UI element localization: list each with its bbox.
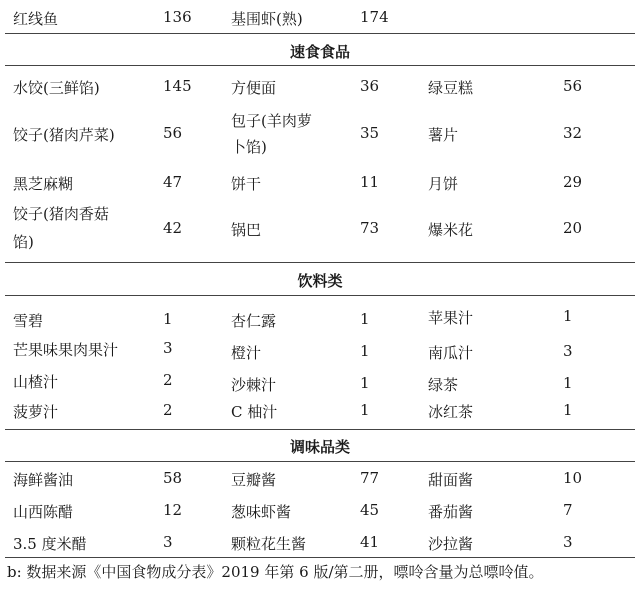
purine-value: 3	[563, 342, 573, 360]
purine-value: 1	[163, 310, 173, 328]
divider	[5, 295, 635, 296]
food-name: 红线鱼	[13, 10, 59, 28]
food-name: 苹果汁	[428, 309, 474, 327]
purine-value: 35	[360, 124, 380, 142]
purine-value: 2	[163, 371, 173, 389]
food-name: 水饺(三鲜馅)	[13, 79, 100, 97]
purine-value: 56	[163, 124, 183, 142]
food-name: 饺子(猪肉芹菜)	[13, 126, 115, 144]
divider	[5, 557, 635, 558]
purine-value: 145	[163, 77, 192, 95]
purine-value: 29	[563, 173, 583, 191]
food-name: 黑芝麻糊	[13, 175, 74, 193]
food-name: 山楂汁	[13, 373, 59, 391]
purine-value: 12	[163, 501, 183, 519]
food-name: 雪碧	[13, 312, 44, 330]
divider	[5, 429, 635, 430]
purine-value: 47	[163, 173, 183, 191]
purine-value: 3	[563, 533, 573, 551]
divider	[5, 262, 635, 263]
food-name: 橙汁	[231, 344, 262, 362]
divider	[5, 461, 635, 462]
food-name: 南瓜汁	[428, 344, 474, 362]
purine-value: 7	[563, 501, 573, 519]
food-name: C 柚汁	[231, 403, 278, 421]
purine-value: 2	[163, 401, 173, 419]
purine-value: 136	[163, 8, 192, 26]
food-name: 沙拉酱	[428, 535, 474, 553]
food-name-line-1: 包子(羊肉萝	[231, 112, 312, 130]
purine-value: 56	[563, 77, 583, 95]
food-name: 颗粒花生酱	[231, 535, 307, 553]
food-name: 菠萝汁	[13, 403, 59, 421]
food-name: 方便面	[231, 79, 277, 97]
food-name: 葱味虾酱	[231, 503, 292, 521]
purine-value: 10	[563, 469, 583, 487]
food-name: 芒果味果肉果汁	[13, 341, 119, 359]
section-title-beverages: 饮料类	[297, 272, 343, 290]
food-name: 杏仁露	[231, 312, 277, 330]
food-name: 海鲜酱油	[13, 471, 74, 489]
purine-value: 32	[563, 124, 583, 142]
food-name: 豆瓣酱	[231, 471, 277, 489]
purine-value: 174	[360, 8, 389, 26]
food-name: 山西陈醋	[13, 503, 74, 521]
purine-value: 1	[563, 307, 573, 325]
food-name: 冰红茶	[428, 403, 474, 421]
food-name-line-2: 馅)	[13, 233, 34, 251]
purine-value: 3	[163, 339, 173, 357]
purine-value: 1	[563, 374, 573, 392]
purine-value: 45	[360, 501, 380, 519]
footnote: b: 数据来源《中国食物成分表》2019 年第 6 版/第二册，嘌呤含量为总嘌呤值。	[7, 563, 544, 581]
purine-value: 42	[163, 219, 183, 237]
section-title-condiments: 调味品类	[289, 438, 350, 456]
divider	[5, 33, 635, 34]
food-name: 饼干	[231, 175, 262, 193]
food-name: 甜面酱	[428, 471, 474, 489]
food-name-line-1: 饺子(猪肉香菇	[13, 205, 109, 223]
food-name: 薯片	[428, 126, 459, 144]
food-name: 3.5 度米醋	[13, 535, 87, 553]
purine-value: 73	[360, 219, 380, 237]
food-name: 基围虾(熟)	[231, 10, 303, 28]
food-name: 锅巴	[231, 221, 262, 239]
purine-value: 11	[360, 173, 380, 191]
food-name: 绿茶	[428, 376, 459, 394]
food-name-line-2: 卜馅)	[231, 138, 267, 156]
purine-value: 77	[360, 469, 380, 487]
purine-value: 1	[360, 401, 370, 419]
purine-value: 58	[163, 469, 183, 487]
section-title-fast-food: 速食食品	[289, 43, 350, 61]
purine-value: 1	[360, 342, 370, 360]
food-name: 番茄酱	[428, 503, 474, 521]
food-name: 月饼	[428, 175, 459, 193]
purine-value: 1	[360, 374, 370, 392]
purine-value: 1	[563, 401, 573, 419]
food-name: 绿豆糕	[428, 79, 474, 97]
food-name: 爆米花	[428, 221, 474, 239]
purine-value: 3	[163, 533, 173, 551]
divider	[5, 65, 635, 66]
purine-value: 36	[360, 77, 380, 95]
purine-value: 41	[360, 533, 380, 551]
purine-value: 20	[563, 219, 583, 237]
purine-value: 1	[360, 310, 370, 328]
food-name: 沙棘汁	[231, 376, 277, 394]
